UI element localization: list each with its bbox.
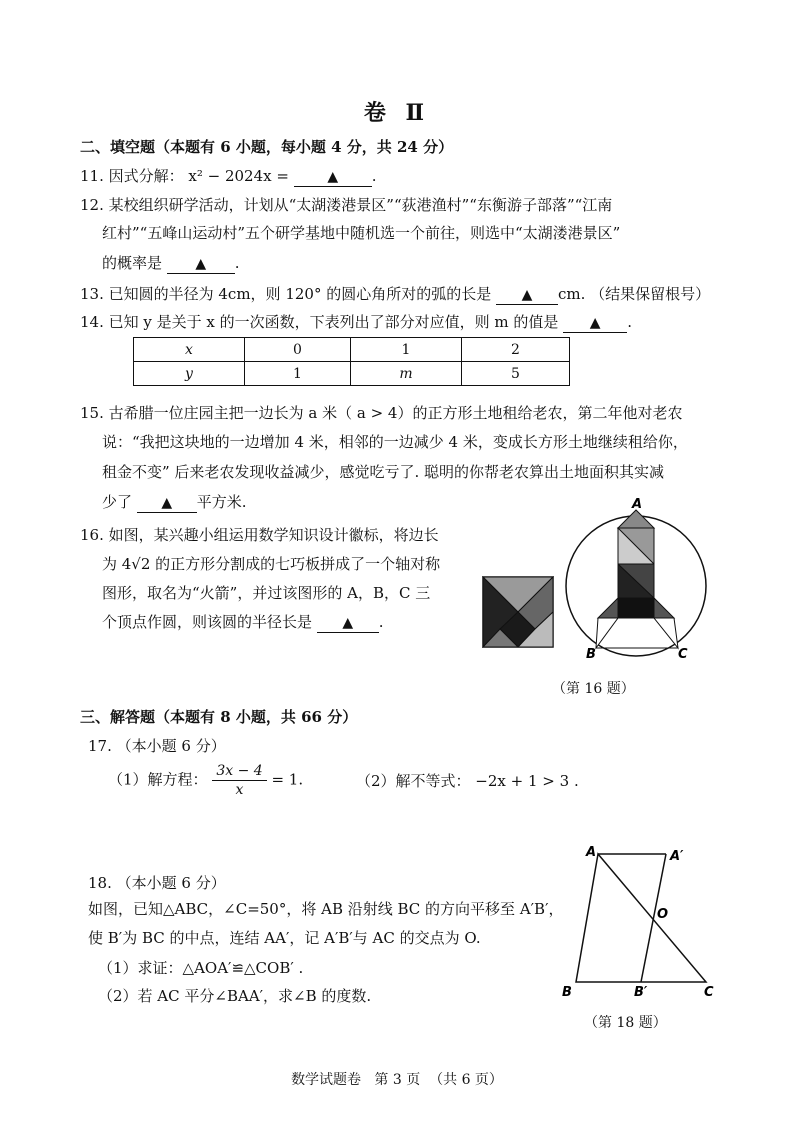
q15-line-3: 租金不变” 后来老农发现收益减少，感觉吃亏了. 聪明的你帮老农算出土地面积其实减 (102, 463, 664, 481)
table-cell: 2 (462, 338, 570, 362)
table-cell: 5 (462, 362, 570, 386)
figure-16-caption: （第 16 题） (552, 681, 635, 697)
q14-answer-blank[interactable] (563, 313, 627, 333)
q17-header: 17. （本小题 6 分） (88, 737, 226, 755)
section-heading-fill-in: 二、填空题（本题有 6 小题，每小题 4 分，共 24 分） (80, 138, 454, 156)
question-13 (80, 283, 710, 305)
q17-part-2: （2）解不等式： −2x + 1 > 3 . (356, 772, 579, 790)
q15-line-2: 说：“我把这块地的一边增加 4 米，相邻的一边减少 4 米，变成长方形土地继续租给你， (102, 433, 688, 451)
q15-line-4 (102, 491, 247, 513)
q16-line-1: 16. 如图，某兴趣小组运用数学知识设计徽标，将边长 (80, 526, 439, 544)
value-table (133, 337, 570, 386)
question-14 (80, 311, 632, 333)
table-cell: y (134, 362, 245, 386)
table-row (134, 362, 570, 386)
q15-line-1: 15. 古希腊一位庄园主把一边长为 a 米（ a > 4）的正方形土地租给老农，第二年他对老农 (80, 404, 683, 422)
figure-18-caption: （第 18 题） (584, 1015, 667, 1031)
point-label-a-prime: A′ (670, 849, 684, 864)
q12-line-1: 12. 某校组织研学活动，计划从“太湖溇港景区”“荻港渔村”“东衡游子部落”“江南 (80, 196, 613, 214)
q12-line-2: 红村”“五峰山运动村”五个研学基地中随机选一个前往，则选中“太湖溇港景区” (102, 224, 621, 242)
rocket-circle-figure (562, 496, 712, 662)
point-label-c: C (678, 647, 688, 662)
q16-line-3: 图形，取名为“火箭”，并过该图形的 A，B，C 三 (102, 584, 431, 602)
q13-end: cm. （结果保留根号） (558, 285, 711, 303)
q15-answer-blank[interactable] (137, 493, 197, 513)
section-heading-solve: 三、解答题（本题有 8 小题，共 66 分） (80, 708, 358, 726)
point-label-b: B (586, 647, 596, 662)
table-cell: x (134, 338, 245, 362)
q18-line-1: 如图，已知△ABC，∠C=50°，将 AB 沿射线 BC 的方向平移至 A′B′， (88, 900, 564, 918)
q11-text: 11. 因式分解： x² − 2024x = (80, 167, 289, 185)
table-cell: m (351, 362, 462, 386)
q17-part-1 (108, 762, 303, 799)
q12-answer-blank[interactable] (167, 254, 235, 274)
fraction-numerator: 3x − 4 (212, 762, 266, 781)
triangle-translation-figure (556, 842, 726, 1006)
q18-line-3: （1）求证：△AOA′≌△COB′ . (98, 959, 304, 977)
q17-p1-prefix: （1）解方程： (108, 770, 208, 789)
q11-end: . (371, 167, 377, 185)
answer-triangle-icon: ▲ (327, 169, 339, 185)
q16-text: 个顶点作圆，则该圆的半径长是 (102, 613, 313, 631)
page-footer: 数学试题卷 第 3 页 （共 6 页） (291, 1072, 503, 1088)
answer-triangle-icon: ▲ (195, 256, 207, 272)
q14-text: 14. 已知 y 是关于 x 的一次函数，下表列出了部分对应值，则 m 的值是 (80, 313, 559, 331)
table-row (134, 338, 570, 362)
point-label-b: B (562, 985, 572, 1000)
point-label-b-prime: B′ (634, 985, 648, 1000)
answer-triangle-icon: ▲ (589, 315, 601, 331)
q14-end: . (627, 313, 632, 331)
table-cell: 1 (351, 338, 462, 362)
q16-answer-blank[interactable] (317, 613, 379, 633)
q13-answer-blank[interactable] (496, 285, 558, 305)
page-title: 卷 Ⅱ (363, 100, 431, 126)
question-11 (80, 165, 377, 187)
q16-end: . (378, 613, 384, 631)
q12-end: . (234, 254, 240, 272)
q15-text: 少了 (102, 493, 133, 511)
q18-header: 18. （本小题 6 分） (88, 874, 226, 892)
q17-p1-rhs: = 1. (271, 770, 304, 789)
point-label-o: O (657, 907, 669, 922)
fraction-denominator: x (235, 782, 244, 798)
point-label-c: C (704, 985, 714, 1000)
table-cell: 1 (245, 362, 351, 386)
q17-fraction (212, 762, 266, 799)
table-cell: 0 (245, 338, 351, 362)
answer-triangle-icon: ▲ (521, 287, 533, 303)
answer-triangle-icon: ▲ (342, 615, 354, 631)
q16-line-4 (102, 611, 384, 633)
point-label-a: A (632, 497, 643, 512)
q12-text: 的概率是 (102, 254, 163, 272)
q13-text: 13. 已知圆的半径为 4cm，则 120° 的圆心角所对的弧的长是 (80, 285, 492, 303)
q18-line-2: 使 B′为 BC 的中点，连结 AA′，记 A′B′与 AC 的交点为 O. (88, 929, 481, 947)
q12-line-3 (102, 252, 240, 274)
answer-triangle-icon: ▲ (161, 495, 173, 511)
q11-answer-blank[interactable] (294, 167, 372, 187)
q18-line-4: （2）若 AC 平分∠BAA′，求∠B 的度数. (98, 987, 372, 1005)
point-label-a: A (586, 845, 597, 860)
q15-end: 平方米. (196, 493, 247, 511)
tangram-square-figure (482, 576, 554, 648)
q16-line-2: 为 4√2 的正方形分割成的七巧板拼成了一个轴对称 (102, 555, 441, 573)
